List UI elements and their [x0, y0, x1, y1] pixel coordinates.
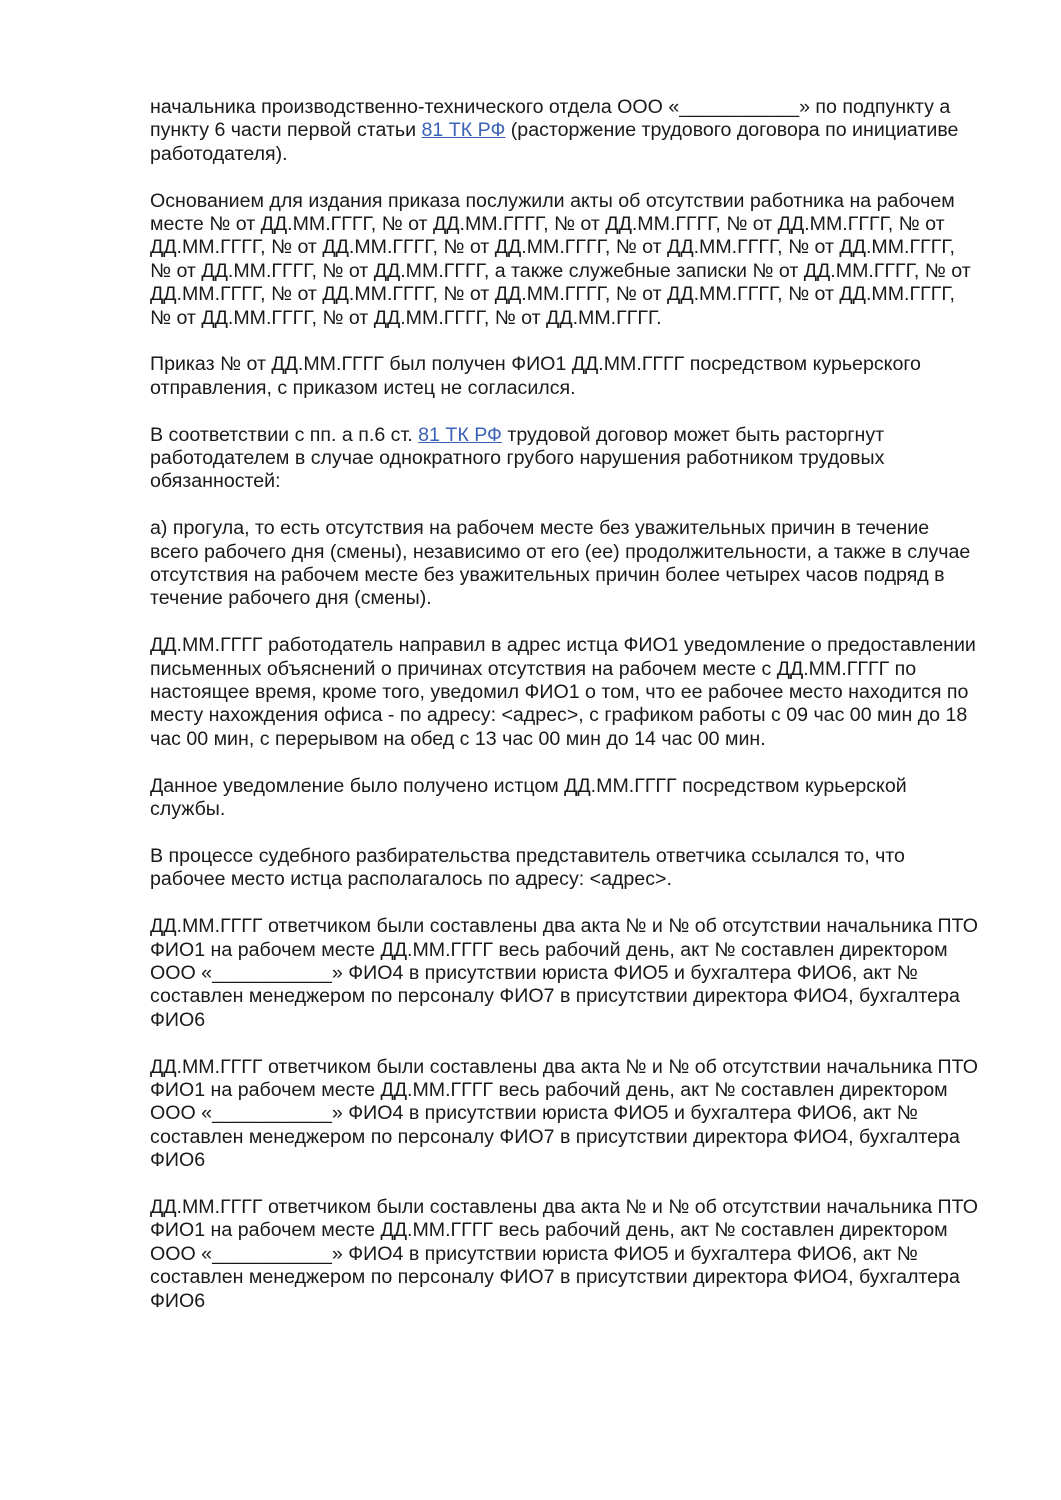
- paragraph-text: начальника производственно-технического отдела ООО «___________» по подпункту а пункту 6 части первой статьи: [150, 96, 951, 142]
- paragraph-text: трудовой договор может быть расторгнут работодателем в случае однократного грубого нарушения работником трудовых обязанностей:: [150, 423, 885, 493]
- paragraph-acts-1: ДД.ММ.ГГГГ ответчиком были составлены два акта № и № об отсутствии начальника ПТО ФИО1 на рабочем месте ДД.ММ.ГГГГ весь рабочий день, акт № составлен директором ООО «___________» ФИО4 в присутствии юриста ФИО5 и бухгалтера ФИО6, акт № составлен менеджером по персоналу ФИО7 в присутствии директора ФИО4, бухгалтера ФИО6: [150, 915, 978, 1031]
- paragraph-text: (расторжение трудового договора по инициативе работодателя).: [150, 119, 959, 165]
- document-page: [150, 96, 980, 1336]
- law-link-81-tk-rf[interactable]: 81 ТК РФ: [421, 119, 506, 142]
- law-link-81-tk-rf[interactable]: 81 ТК РФ: [418, 423, 502, 446]
- paragraph-order-grounds: Основанием для издания приказа послужили акты об отсутствии работника на рабочем месте № от ДД.ММ.ГГГГ, № от ДД.ММ.ГГГГ, № от ДД.ММ.ГГГГ, № от ДД.ММ.ГГГГ, № от ДД.ММ.ГГГГ, № от ДД.ММ.ГГГГ, № от ДД.ММ.ГГГГ, № от ДД.ММ.ГГГГ, № от ДД.ММ.ГГГГ, № от ДД.ММ.ГГГГ, № от ДД.ММ.ГГГГ, а также служебные записки № от ДД.ММ.ГГГГ, № от ДД.ММ.ГГГГ, № от ДД.ММ.ГГГГ, № от ДД.ММ.ГГГГ, № от ДД.ММ.ГГГГ, № от ДД.ММ.ГГГГ, № от ДД.ММ.ГГГГ, № от ДД.ММ.ГГГГ, № от ДД.ММ.ГГГГ.: [150, 189, 971, 329]
- paragraph-absence-definition: а) прогула, то есть отсутствия на рабочем месте без уважительных причин в течение всего рабочего дня (смены), независимо от его (ее) продолжительности, а также в случае отсутствия на рабочем месте без уважительных причин более четырех часов подряд в течение рабочего дня (смены).: [150, 517, 971, 610]
- paragraph-order-received: Приказ № от ДД.ММ.ГГГГ был получен ФИО1 ДД.ММ.ГГГГ посредством курьерского отправления, с приказом истец не согласился.: [150, 353, 921, 399]
- paragraph-workplace-address: В процессе судебного разбирательства представитель ответчика ссылался то, что рабочее место истца располагалось по адресу: <адрес>.: [150, 844, 905, 891]
- paragraph-dismissal-basis: [150, 96, 980, 166]
- paragraph-acts-2: ДД.ММ.ГГГГ ответчиком были составлены два акта № и № об отсутствии начальника ПТО ФИО1 на рабочем месте ДД.ММ.ГГГГ весь рабочий день, акт № составлен директором ООО «___________» ФИО4 в присутствии юриста ФИО5 и бухгалтера ФИО6, акт № составлен менеджером по персоналу ФИО7 в присутствии директора ФИО4, бухгалтера ФИО6: [150, 1055, 978, 1172]
- paragraph-text: В соответствии с пп. а п.6 ст.: [150, 423, 419, 446]
- paragraph-acts-3: ДД.ММ.ГГГГ ответчиком были составлены два акта № и № об отсутствии начальника ПТО ФИО1 на рабочем месте ДД.ММ.ГГГГ весь рабочий день, акт № составлен директором ООО «___________» ФИО4 в присутствии юриста ФИО5 и бухгалтера ФИО6, акт № составлен менеджером по персоналу ФИО7 в присутствии директора ФИО4, бухгалтера ФИО6: [150, 1195, 978, 1312]
- paragraph-notification: ДД.ММ.ГГГГ работодатель направил в адрес истца ФИО1 уведомление о предоставлении письменных объяснений о причинах отсутствия на рабочем месте с ДД.ММ.ГГГГ по настоящее время, кроме того, уведомил ФИО1 о том, что ее рабочее место находится по месту нахождения офиса - по адресу: <адрес>, с графиком работы с 09 час 00 мин до 18 час 00 мин, с перерывом на обед с 13 час 00 мин до 14 час 00 мин.: [150, 634, 976, 750]
- paragraph-law-reference: [150, 424, 980, 494]
- paragraph-notification-received: Данное уведомление было получено истцом ДД.ММ.ГГГГ посредством курьерской службы.: [150, 774, 907, 821]
